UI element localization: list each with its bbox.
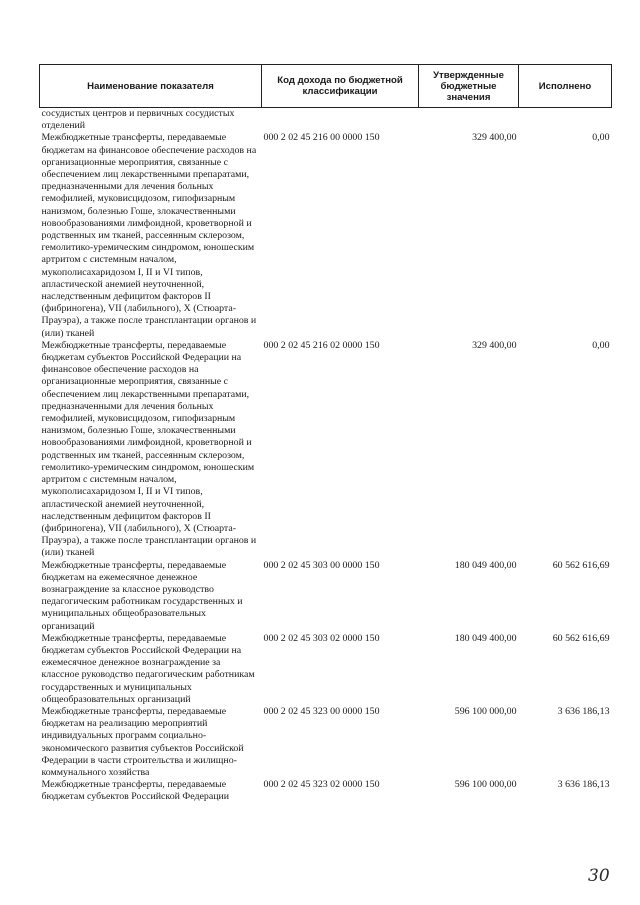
- row-approved: 180 049 400,00: [454, 632, 517, 644]
- row-name: Межбюджетные трансферты, передаваемые бюджетам на ежемесячное денежное вознаграждение за классное руководство педагогическим работникам государственных и муниципальных общеобразовательных организаций: [41, 559, 243, 632]
- row-approved: 596 100 000,00: [454, 779, 517, 791]
- row-name: Межбюджетные трансферты, передаваемые бюджетам субъектов Российской Федерации на финансовое обеспечение расходов на организационные мероприятия, связанные с обеспечением лиц лекарственными препаратами, предназначенными для лечения больных гемофилией, муковисцидозом, гипофизарным нанизмом, болезнью Гоше, злокачественными новообразованиями лимфоидной, кроветворной и родственных им тканей, рассеянным склерозом, гемолитико-уремическим синдромом, юношеским артритом с системным началом, мукополисахаридозом I, II и VI типов, апластической анемией неуточненной, наследственным дефицитом факторов II (фибриногена), VII (лабильного), X (Стюарта-Прауэра), а также после трансплантации органов и (или) тканей: [41, 339, 257, 559]
- row-name: Межбюджетные трансферты, передаваемые бюджетам субъектов Российской Федерации на ежемесячное денежное вознаграждение за классное руководство педагогическим работникам государственных и муниципальных общеобразовательных организаций: [41, 632, 255, 705]
- row-code: 000 2 02 45 323 02 0000 150: [263, 779, 380, 791]
- table-row: [40, 560, 612, 633]
- row-approved: 180 049 400,00: [454, 559, 517, 571]
- table-row-continuation: [40, 108, 612, 133]
- table-row: [40, 706, 612, 779]
- row-name: Межбюджетные трансферты, передаваемые бюджетам на реализацию мероприятий индивидуальных программ социально-экономического развития субъектов Российской Федерации в части строительства и жилищно-коммунального хозяйства: [41, 705, 244, 778]
- table-header-row: [40, 65, 612, 108]
- table-row: [40, 340, 612, 560]
- row-approved: 329 400,00: [472, 339, 517, 351]
- row-code: 000 2 02 45 216 02 0000 150: [263, 339, 380, 351]
- row-executed: 3 636 186,13: [557, 779, 610, 791]
- row-name: Межбюджетные трансферты, передаваемые бюджетам на финансовое обеспечение расходов на организационные мероприятия, связанные с обеспечением лиц лекарственными препаратами, предназначенными для лечения больных гемофилией, муковисцидозом, гипофизарным нанизмом, болезнью Гоше, злокачественными новообразованиями лимфоидной, кроветворной и родственных им тканей, рассеянным склерозом, гемолитико-уремическим синдромом, юношеским артритом с системным началом, мукополисахаридозом I, II и VI типов, апластической анемией неуточненной, наследственным дефицитом факторов II (фибриногена), VII (лабильного), X (Стюарта-Прауэра), а также после трансплантации органов и (или) тканей: [41, 132, 257, 339]
- row-executed: 60 562 616,69: [552, 632, 610, 644]
- table-row: [40, 633, 612, 706]
- page-number: 30: [588, 866, 610, 886]
- row-code: 000 2 02 45 216 00 0000 150: [263, 132, 380, 144]
- row-code: 000 2 02 45 303 02 0000 150: [263, 632, 380, 644]
- row-executed: 60 562 616,69: [552, 559, 610, 571]
- header-code: Код дохода по бюджетной классификации: [262, 65, 419, 108]
- row-name: Межбюджетные трансферты, передаваемые бюджетам субъектов Российской Федерации: [41, 779, 230, 803]
- budget-table: [39, 64, 612, 804]
- continuation-text: сосудистых центров и первичных сосудистых отделений: [41, 108, 235, 132]
- row-approved: 329 400,00: [472, 132, 517, 144]
- header-name: Наименование показателя: [40, 65, 262, 108]
- table-row: [40, 132, 612, 339]
- row-executed: 0,00: [592, 132, 610, 144]
- row-executed: 0,00: [592, 339, 610, 351]
- row-approved: 596 100 000,00: [454, 705, 517, 717]
- header-approved: Утвержденные бюджетные значения: [419, 65, 519, 108]
- row-code: 000 2 02 45 323 00 0000 150: [263, 705, 380, 717]
- header-executed: Исполнено: [519, 65, 612, 108]
- table-row: [40, 779, 612, 803]
- row-executed: 3 636 186,13: [557, 705, 610, 717]
- row-code: 000 2 02 45 303 00 0000 150: [263, 559, 380, 571]
